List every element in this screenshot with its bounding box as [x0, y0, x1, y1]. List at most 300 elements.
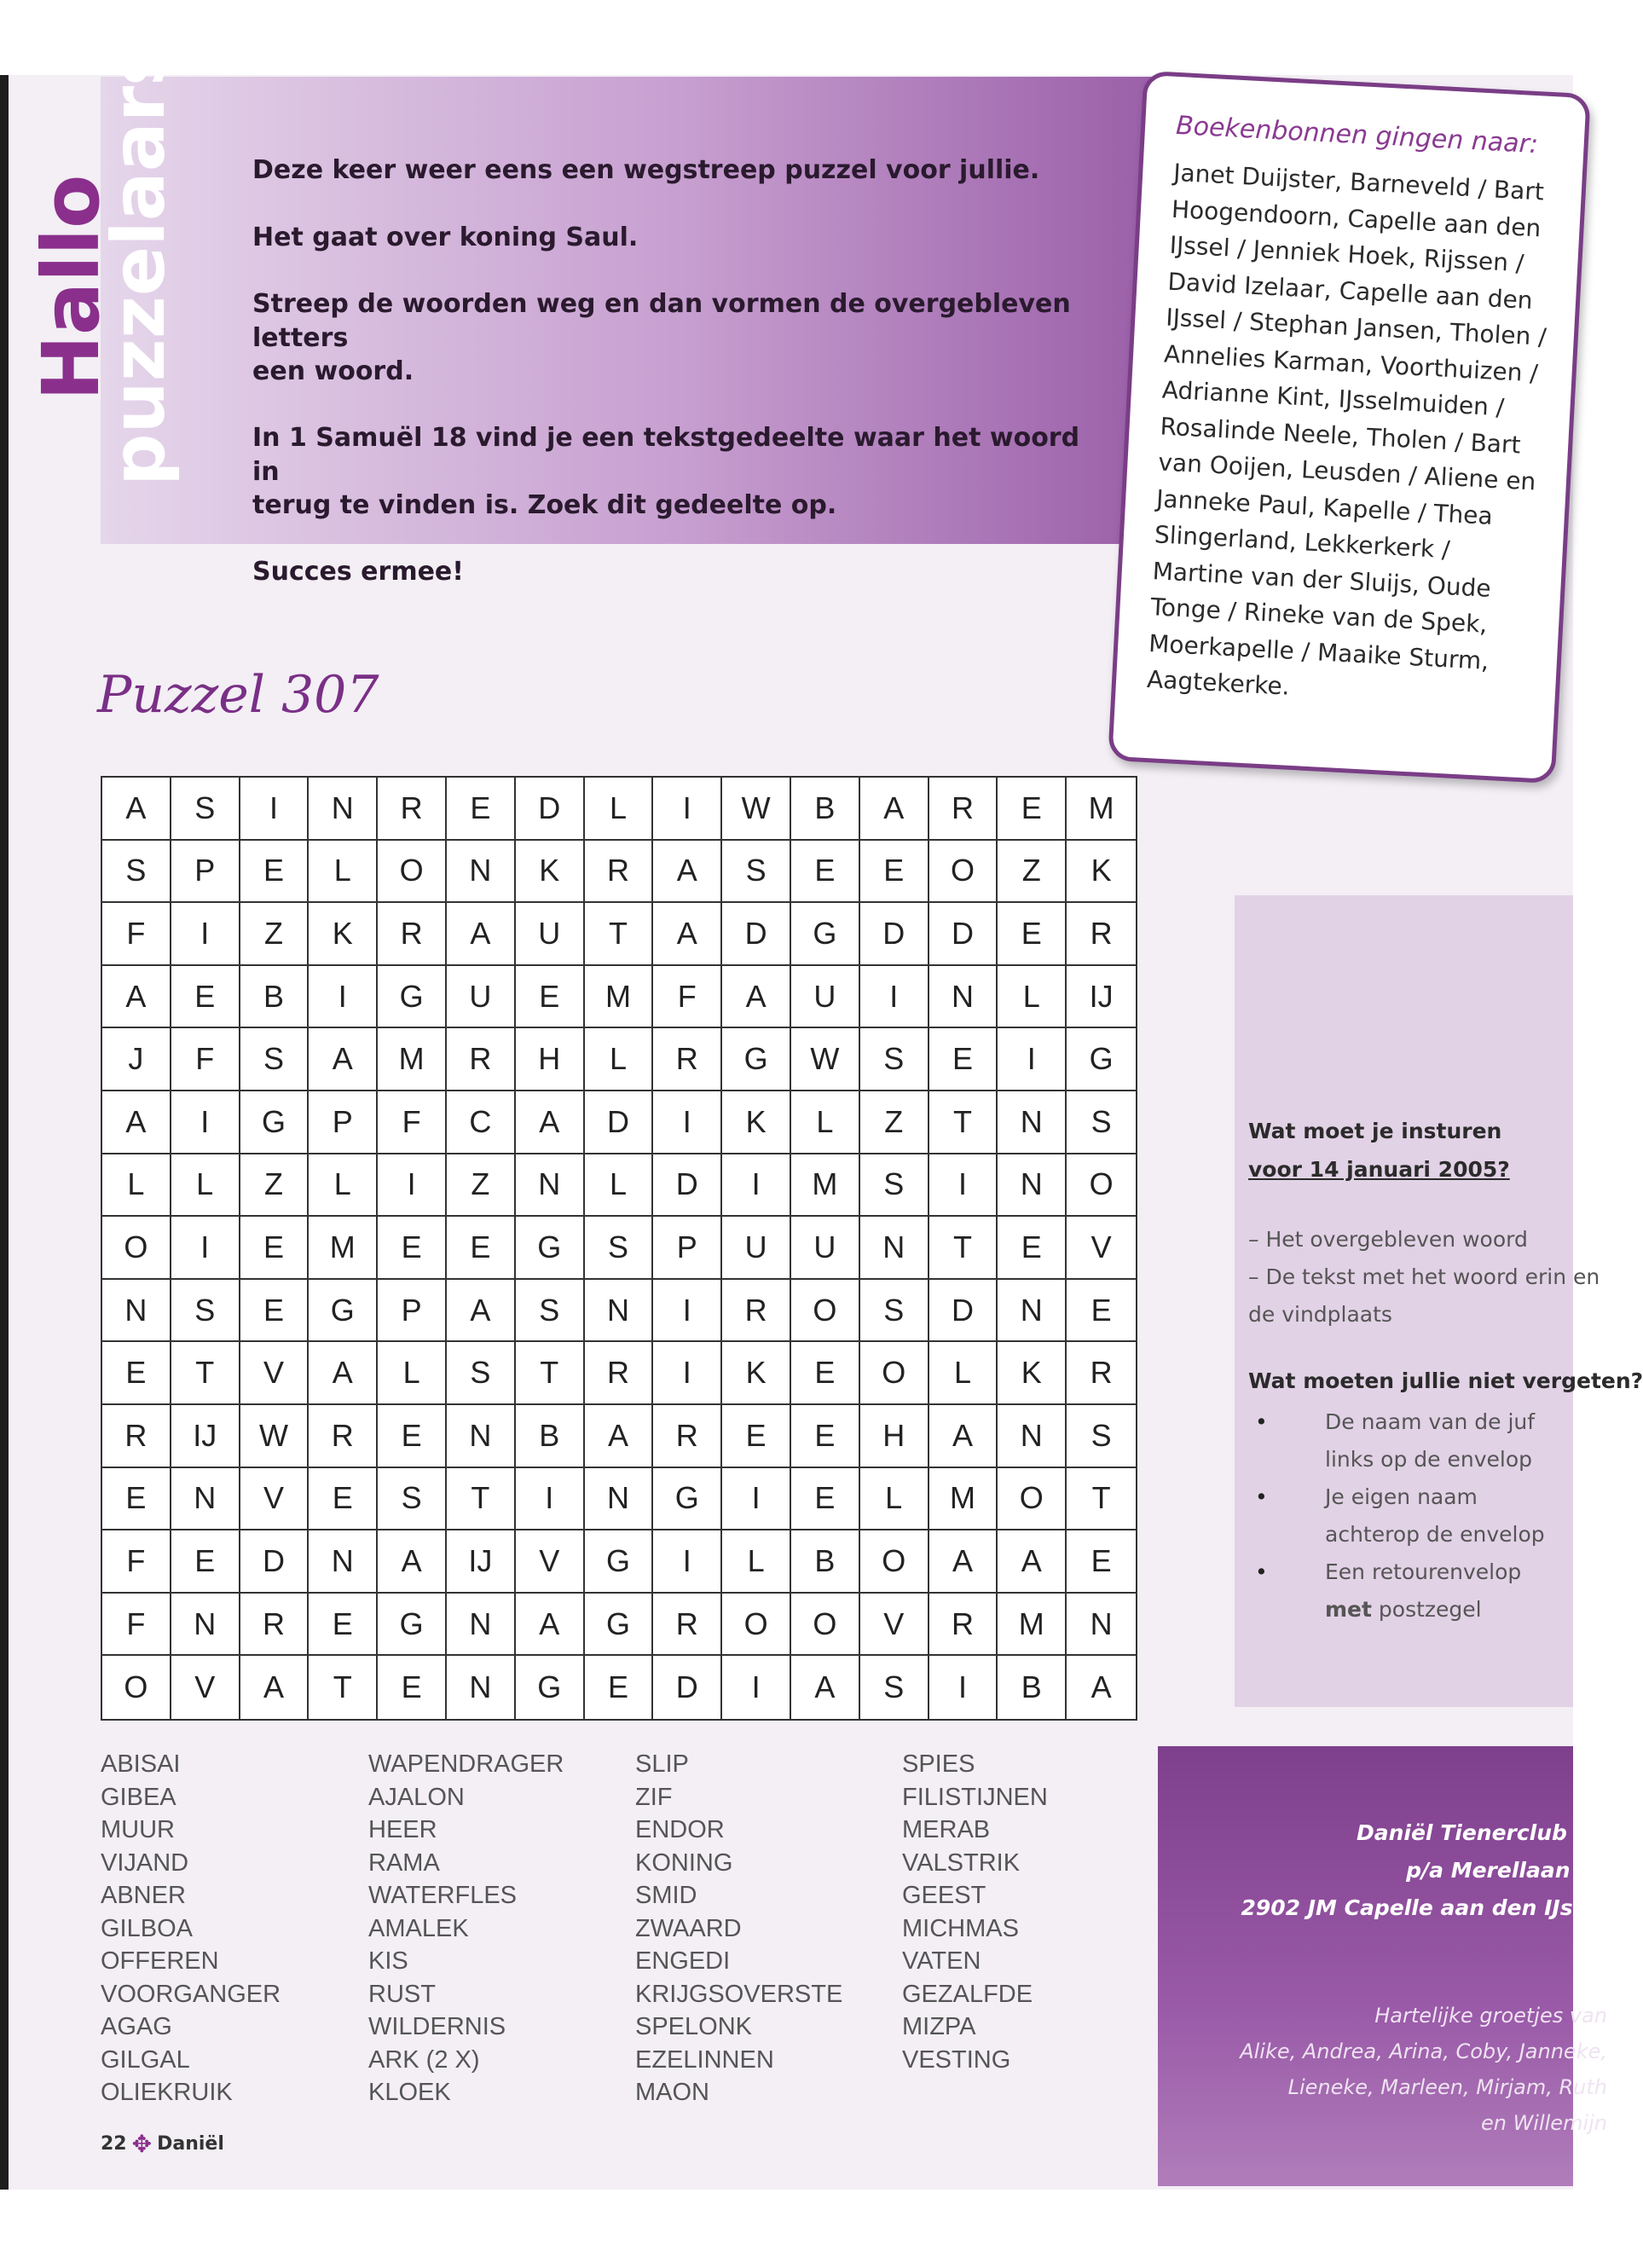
grid-cell: U — [722, 1217, 791, 1280]
grid-cell: K — [722, 1091, 791, 1154]
grid-cell: L — [860, 1468, 929, 1531]
grid-cell: A — [653, 841, 722, 904]
word-item: VIJAND — [101, 1849, 189, 1877]
page-number: 22 — [101, 2133, 127, 2155]
grid-cell: N — [102, 1280, 171, 1343]
word-search-grid — [101, 776, 1137, 1721]
grid-cell: A — [998, 1530, 1067, 1594]
grid-cell: A — [722, 966, 791, 1029]
word-item: ZIF — [635, 1783, 673, 1811]
word-item: OLIEKRUIK — [101, 2079, 233, 2106]
address-line: 2902 JM Capelle aan den IJssel — [1241, 1895, 1607, 1920]
grid-cell: I — [653, 1342, 722, 1405]
grid-cell: A — [1091, 1669, 1112, 1705]
grid-cell: R — [447, 1028, 516, 1091]
grid-cell: S — [722, 841, 791, 904]
word-item: FILISTIJNEN — [902, 1783, 1048, 1811]
grid-cell: IJ — [171, 1405, 240, 1468]
grid-cell: L — [585, 1028, 654, 1091]
grid-cell: B — [791, 778, 860, 841]
grid-cell: N — [447, 1656, 516, 1719]
grid-cell: L — [585, 1154, 654, 1218]
grid-cell: N — [447, 841, 516, 904]
grid-cell: G — [378, 966, 447, 1029]
prize-winners-box — [1108, 71, 1591, 784]
grid-cell: E — [1067, 1280, 1136, 1343]
grid-cell: G — [378, 1594, 447, 1657]
grid-cell: N — [309, 778, 378, 841]
grid-cell: L — [102, 1154, 171, 1218]
prize-title: Boekenbonnen gingen naar: — [1175, 110, 1539, 160]
grid-cell: O — [102, 1656, 171, 1719]
grid-cell: T — [309, 1656, 378, 1719]
grid-cell: E — [516, 966, 585, 1029]
word-item: KONING — [635, 1849, 733, 1877]
word-item: MIZPA — [902, 2013, 976, 2040]
grid-cell: R — [1067, 1342, 1136, 1405]
grid-cell: A — [102, 778, 171, 841]
grid-cell: S — [860, 1028, 929, 1091]
grid-cell: R — [653, 1594, 722, 1657]
grid-cell: R — [585, 1342, 654, 1405]
grid-cell: O — [860, 1530, 929, 1594]
grid-cell: D — [516, 778, 585, 841]
grid-cell: G — [722, 1028, 791, 1091]
grid-cell: S — [516, 1280, 585, 1343]
word-item: RUST — [368, 1980, 436, 2008]
grid-cell: O — [722, 1594, 791, 1657]
grid-cell: K — [309, 903, 378, 966]
intro-line: Streep de woorden weg en dan vormen de overgebleven letters — [252, 289, 1071, 353]
word-item: AJALON — [368, 1783, 465, 1811]
grid-cell: A — [860, 778, 929, 841]
grid-cell: A — [447, 903, 516, 966]
grid-cell: E — [309, 1594, 378, 1657]
grid-cell: P — [171, 841, 240, 904]
grid-cell: N — [998, 1154, 1067, 1218]
puzzelaars-title: puzzelaars! — [96, 9, 182, 486]
grid-cell: N — [585, 1280, 654, 1343]
grid-cell: R — [929, 778, 998, 841]
grid-cell: R — [378, 778, 447, 841]
grid-cell: F — [378, 1091, 447, 1154]
grid-cell: O — [791, 1594, 860, 1657]
grid-cell: A — [447, 1280, 516, 1343]
grid-cell: Z — [998, 841, 1067, 904]
grid-cell: P — [309, 1091, 378, 1154]
grid-cell: E — [240, 1280, 310, 1343]
intro-line: een woord. — [252, 356, 414, 386]
grid-cell: E — [447, 1217, 516, 1280]
intro-line: Succes ermee! — [252, 557, 464, 587]
grid-cell: V — [240, 1342, 310, 1405]
grid-cell: E — [791, 1342, 860, 1405]
word-list-column-4 — [902, 1748, 1048, 2076]
word-item: WATERFLES — [368, 1882, 518, 1909]
word-item: ENDOR — [635, 1816, 725, 1843]
intro-line: In 1 Samuël 18 vind je een tekstgedeelte waar het woord in — [252, 423, 1080, 487]
word-item: GEEST — [902, 1882, 986, 1909]
grid-cell: A — [309, 1028, 378, 1091]
grid-cell: M — [998, 1594, 1067, 1657]
grid-cell: N — [998, 1405, 1067, 1468]
word-item: OFFEREN — [101, 1947, 219, 1975]
grid-cell: S — [447, 1342, 516, 1405]
grid-cell: L — [378, 1342, 447, 1405]
grid-cell: F — [102, 903, 171, 966]
grid-cell: U — [791, 966, 860, 1029]
grid-cell: O — [378, 841, 447, 904]
grid-cell: R — [240, 1594, 310, 1657]
grid-cell: O — [102, 1217, 171, 1280]
grid-cell: I — [722, 1154, 791, 1218]
word-list-column-3 — [635, 1748, 842, 2109]
grid-cell: A — [102, 966, 171, 1029]
grid-cell: S — [171, 778, 240, 841]
deadline: voor 14 januari 2005? — [1248, 1157, 1510, 1182]
grid-cell: J — [102, 1028, 171, 1091]
word-item: GIBEA — [101, 1783, 176, 1811]
grid-cell: C — [447, 1091, 516, 1154]
scan-edge — [0, 75, 9, 2190]
word-item: ARK (2 X) — [368, 2045, 480, 2074]
grid-cell: R — [653, 1028, 722, 1091]
grid-cell: S — [585, 1217, 654, 1280]
grid-cell: L — [309, 1154, 378, 1218]
grid-cell: S — [860, 1656, 929, 1719]
word-item: SPELONK — [635, 2013, 752, 2040]
grid-cell: O — [998, 1468, 1067, 1531]
daniel-logo-icon: ✥ — [131, 2130, 153, 2158]
grid-cell: E — [240, 1217, 310, 1280]
answer-item: – Het overgebleven woord — [1248, 1227, 1528, 1252]
word-item: ENGEDI — [635, 1947, 731, 1975]
greeting-line: Lieneke, Marleen, Mirjam, Ruth — [1287, 2075, 1607, 2099]
grid-cell: Z — [860, 1091, 929, 1154]
page-footer — [101, 2130, 224, 2158]
grid-cell: P — [378, 1280, 447, 1343]
grid-cell: N — [171, 1468, 240, 1531]
grid-cell: D — [585, 1091, 654, 1154]
grid-cell: E — [998, 1217, 1067, 1280]
reminder-item: • De naam van de juf links op de envelop — [1248, 1403, 1564, 1478]
grid-cell: G — [309, 1280, 378, 1343]
grid-cell: L — [929, 1342, 998, 1405]
grid-cell: E — [309, 1468, 378, 1531]
word-item: GILBOA — [101, 1914, 193, 1942]
address-box — [1158, 1746, 1607, 2186]
grid-cell: L — [722, 1530, 791, 1594]
grid-cell: E — [791, 1468, 860, 1531]
grid-cell: U — [447, 966, 516, 1029]
answer-list — [1248, 1221, 1600, 1334]
grid-cell: E — [929, 1028, 998, 1091]
greetings — [1240, 1998, 1607, 2141]
instructions-panel — [1235, 895, 1643, 1707]
grid-cell: K — [722, 1342, 791, 1405]
grid-cell: I — [653, 1280, 722, 1343]
grid-cell: V — [516, 1530, 585, 1594]
grid-cell: IJ — [1067, 966, 1136, 1029]
grid-cell: I — [929, 1656, 998, 1719]
grid-cell: D — [240, 1530, 310, 1594]
grid-cell: I — [653, 778, 722, 841]
word-item: SMID — [635, 1882, 697, 1909]
reminder-bold: met — [1325, 1597, 1372, 1622]
word-item: KRIJGSOVERSTE — [635, 1980, 843, 2008]
grid-cell: E — [791, 841, 860, 904]
reminder-heading: Wat moeten jullie niet vergeten? — [1248, 1368, 1643, 1393]
grid-cell: I — [653, 1530, 722, 1594]
grid-cell: Z — [447, 1154, 516, 1218]
intro-text — [252, 153, 1105, 622]
word-item: ABNER — [101, 1882, 186, 1909]
grid-cell: W — [791, 1028, 860, 1091]
grid-cell: S — [378, 1468, 447, 1531]
grid-cell: I — [171, 903, 240, 966]
grid-cell: D — [929, 903, 998, 966]
grid-cell: A — [585, 1405, 654, 1468]
grid-cell: T — [929, 1091, 998, 1154]
intro-line: Het gaat over koning Saul. — [252, 222, 639, 252]
grid-cell: V — [171, 1656, 240, 1719]
grid-cell: A — [516, 1091, 585, 1154]
grid-cell: K — [998, 1342, 1067, 1405]
grid-cell: U — [516, 903, 585, 966]
greeting-line: en Willemijn — [1480, 2111, 1607, 2135]
grid-cell: M — [309, 1217, 378, 1280]
grid-cell: T — [516, 1342, 585, 1405]
grid-cell: D — [653, 1656, 722, 1719]
grid-cell: F — [102, 1594, 171, 1657]
grid-cell: D — [722, 903, 791, 966]
grid-cell: M — [585, 966, 654, 1029]
magazine-name: Daniël — [157, 2133, 224, 2155]
word-item: WAPENDRAGER — [368, 1750, 564, 1778]
word-item: KLOEK — [368, 2079, 451, 2106]
word-item: AMALEK — [368, 1914, 469, 1942]
mailing-address — [1241, 1814, 1607, 1927]
grid-cell: P — [653, 1217, 722, 1280]
grid-cell: A — [929, 1405, 998, 1468]
grid-cell: F — [171, 1028, 240, 1091]
word-item: AGAG — [101, 2013, 172, 2040]
grid-cell: Z — [240, 1154, 310, 1218]
intro-line: terug te vinden is. Zoek dit gedeelte op. — [252, 489, 837, 520]
grid-cell: N — [998, 1091, 1067, 1154]
grid-cell: N — [998, 1280, 1067, 1343]
grid-cell: S — [102, 841, 171, 904]
word-item: MUUR — [101, 1816, 175, 1843]
grid-cell: O — [929, 841, 998, 904]
grid-cell: E — [791, 1405, 860, 1468]
grid-cell: I — [171, 1091, 240, 1154]
grid-cell: I — [378, 1154, 447, 1218]
grid-cell: G — [240, 1091, 310, 1154]
word-item: MICHMAS — [902, 1914, 1019, 1942]
grid-cell: E — [378, 1217, 447, 1280]
greeting-line: Hartelijke groetjes van — [1374, 2004, 1607, 2028]
question-line: Wat moet je insturen — [1248, 1119, 1502, 1143]
grid-cell: I — [309, 966, 378, 1029]
grid-cell: G — [516, 1217, 585, 1280]
word-item: ABISAI — [101, 1750, 181, 1778]
grid-cell: G — [516, 1656, 585, 1719]
grid-cell: M — [1067, 778, 1136, 841]
word-item: ZWAARD — [635, 1914, 742, 1942]
grid-cell: S — [240, 1028, 310, 1091]
reminder-text: postzegel — [1371, 1597, 1482, 1622]
grid-cell: N — [516, 1154, 585, 1218]
grid-cell: I — [998, 1028, 1067, 1091]
grid-cell: I — [929, 1154, 998, 1218]
grid-cell: W — [722, 778, 791, 841]
grid-cell: A — [929, 1530, 998, 1594]
grid-cell: O — [1067, 1154, 1136, 1218]
grid-cell: E — [998, 778, 1067, 841]
grid-cell: L — [585, 778, 654, 841]
word-item: GILGAL — [101, 2045, 190, 2074]
greeting-line: Alike, Andrea, Arina, Coby, Janneke, — [1240, 2039, 1607, 2063]
grid-cell: L — [998, 966, 1067, 1029]
grid-cell: E — [378, 1656, 447, 1719]
grid-cell: K — [516, 841, 585, 904]
grid-cell: R — [102, 1405, 171, 1468]
grid-cell: D — [929, 1280, 998, 1343]
grid-cell: R — [378, 903, 447, 966]
grid-cell: H — [860, 1405, 929, 1468]
grid-cell: V — [240, 1468, 310, 1531]
grid-cell: A — [516, 1594, 585, 1657]
grid-cell: T — [585, 903, 654, 966]
grid-cell: O — [791, 1280, 860, 1343]
grid-cell: E — [447, 778, 516, 841]
grid-cell: I — [240, 778, 310, 841]
word-item: HEER — [368, 1816, 437, 1843]
grid-cell: E — [102, 1342, 171, 1405]
puzzle-title: Puzzel 307 — [97, 665, 379, 725]
grid-cell: T — [1067, 1468, 1136, 1531]
grid-cell: E — [171, 1530, 240, 1594]
grid-cell: G — [585, 1530, 654, 1594]
grid-cell: L — [309, 841, 378, 904]
grid-cell: N — [585, 1468, 654, 1531]
grid-cell: A — [309, 1342, 378, 1405]
grid-cell: S — [860, 1280, 929, 1343]
grid-cell: W — [240, 1405, 310, 1468]
grid-cell: V — [860, 1594, 929, 1657]
grid-cell: I — [860, 966, 929, 1029]
grid-cell: E — [585, 1656, 654, 1719]
word-list-column-1 — [101, 1748, 281, 2109]
word-item: SPIES — [902, 1750, 975, 1778]
grid-cell: N — [447, 1594, 516, 1657]
grid-cell: A — [240, 1656, 310, 1719]
word-item: VESTING — [902, 2045, 1011, 2074]
intro-line: Deze keer weer eens een wegstreep puzzel voor jullie. — [252, 155, 1040, 185]
answer-item: – De tekst met het woord erin en — [1248, 1264, 1600, 1289]
grid-cell: T — [171, 1342, 240, 1405]
word-item: WILDERNIS — [368, 2013, 506, 2040]
grid-cell: E — [998, 903, 1067, 966]
word-item: MERAB — [902, 1816, 991, 1843]
grid-cell: A — [102, 1091, 171, 1154]
grid-cell: T — [929, 1217, 998, 1280]
grid-cell: B — [791, 1530, 860, 1594]
grid-cell: B — [240, 966, 310, 1029]
grid-cell: R — [585, 841, 654, 904]
grid-cell: E — [860, 841, 929, 904]
grid-cell: N — [171, 1594, 240, 1657]
grid-cell: S — [1067, 1405, 1136, 1468]
grid-cell: D — [653, 1154, 722, 1218]
grid-cell: E — [102, 1468, 171, 1531]
grid-cell: E — [1067, 1530, 1136, 1594]
grid-cell: V — [1067, 1217, 1136, 1280]
grid-cell: G — [585, 1594, 654, 1657]
grid-cell: N — [860, 1217, 929, 1280]
word-item: MAON — [635, 2079, 709, 2106]
grid-cell: H — [516, 1028, 585, 1091]
answer-item: de vindplaats — [1248, 1302, 1392, 1327]
grid-cell: S — [1067, 1091, 1136, 1154]
grid-cell: S — [860, 1154, 929, 1218]
word-item: GEZALFDE — [902, 1980, 1033, 2008]
hallo-title: Hallo — [26, 174, 117, 401]
word-item: KIS — [368, 1947, 408, 1975]
grid-cell: D — [860, 903, 929, 966]
grid-cell: Z — [240, 903, 310, 966]
grid-cell: F — [102, 1530, 171, 1594]
word-item: VALSTRIK — [902, 1849, 1021, 1877]
grid-cell: R — [1067, 903, 1136, 966]
prize-winners-list: Janet Duijster, Barneveld / Bart Hoogendoorn, Capelle aan den IJssel / Jenniek Hoek, Rijssen / David Izelaar, Capelle aan den IJssel / Stephan Jansen, Tholen / Annelies Karman, Voorthuizen / Adrianne Kint, IJsselmuiden / Rosalinde Neele, Tholen / Bart van Ooijen, Leusden / Aliene en Janneke Paul, Kapelle / Thea Slingerland, Lekkerkerk / Martine van der Sluijs, Oude Tonge / Rineke van de Spek, Moerkapelle / Maaike Sturm, Aagtekerke. — [1146, 158, 1548, 701]
grid-cell: M — [378, 1028, 447, 1091]
grid-cell: R — [309, 1405, 378, 1468]
grid-cell: L — [791, 1091, 860, 1154]
reminder-text: Een retourenvelop — [1325, 1559, 1522, 1584]
grid-cell: T — [447, 1468, 516, 1531]
grid-cell: R — [653, 1405, 722, 1468]
grid-cell: S — [171, 1280, 240, 1343]
grid-cell: N — [309, 1530, 378, 1594]
grid-cell: A — [653, 903, 722, 966]
grid-cell: E — [171, 966, 240, 1029]
word-item: VOORGANGER — [101, 1980, 281, 2008]
grid-cell: N — [1067, 1594, 1136, 1657]
address-line: Daniël Tienerclub +1 — [1356, 1820, 1607, 1845]
grid-cell: R — [929, 1594, 998, 1657]
word-list-column-2 — [368, 1748, 564, 2109]
grid-cell: I — [722, 1468, 791, 1531]
instructions-question — [1248, 1112, 1510, 1189]
grid-cell: E — [722, 1405, 791, 1468]
reminder-list — [1248, 1403, 1564, 1629]
address-line: p/a Merellaan 34 — [1406, 1858, 1607, 1883]
grid-cell: N — [447, 1405, 516, 1468]
word-item: EZELINNEN — [635, 2045, 774, 2074]
grid-cell: L — [171, 1154, 240, 1218]
grid-cell: IJ — [447, 1530, 516, 1594]
grid-cell: O — [860, 1342, 929, 1405]
grid-cell: I — [171, 1217, 240, 1280]
grid-cell: I — [516, 1468, 585, 1531]
grid-cell: I — [653, 1091, 722, 1154]
grid-cell: K — [1067, 841, 1136, 904]
grid-cell: M — [791, 1154, 860, 1218]
grid-cell: R — [722, 1280, 791, 1343]
grid-cell: E — [240, 841, 310, 904]
